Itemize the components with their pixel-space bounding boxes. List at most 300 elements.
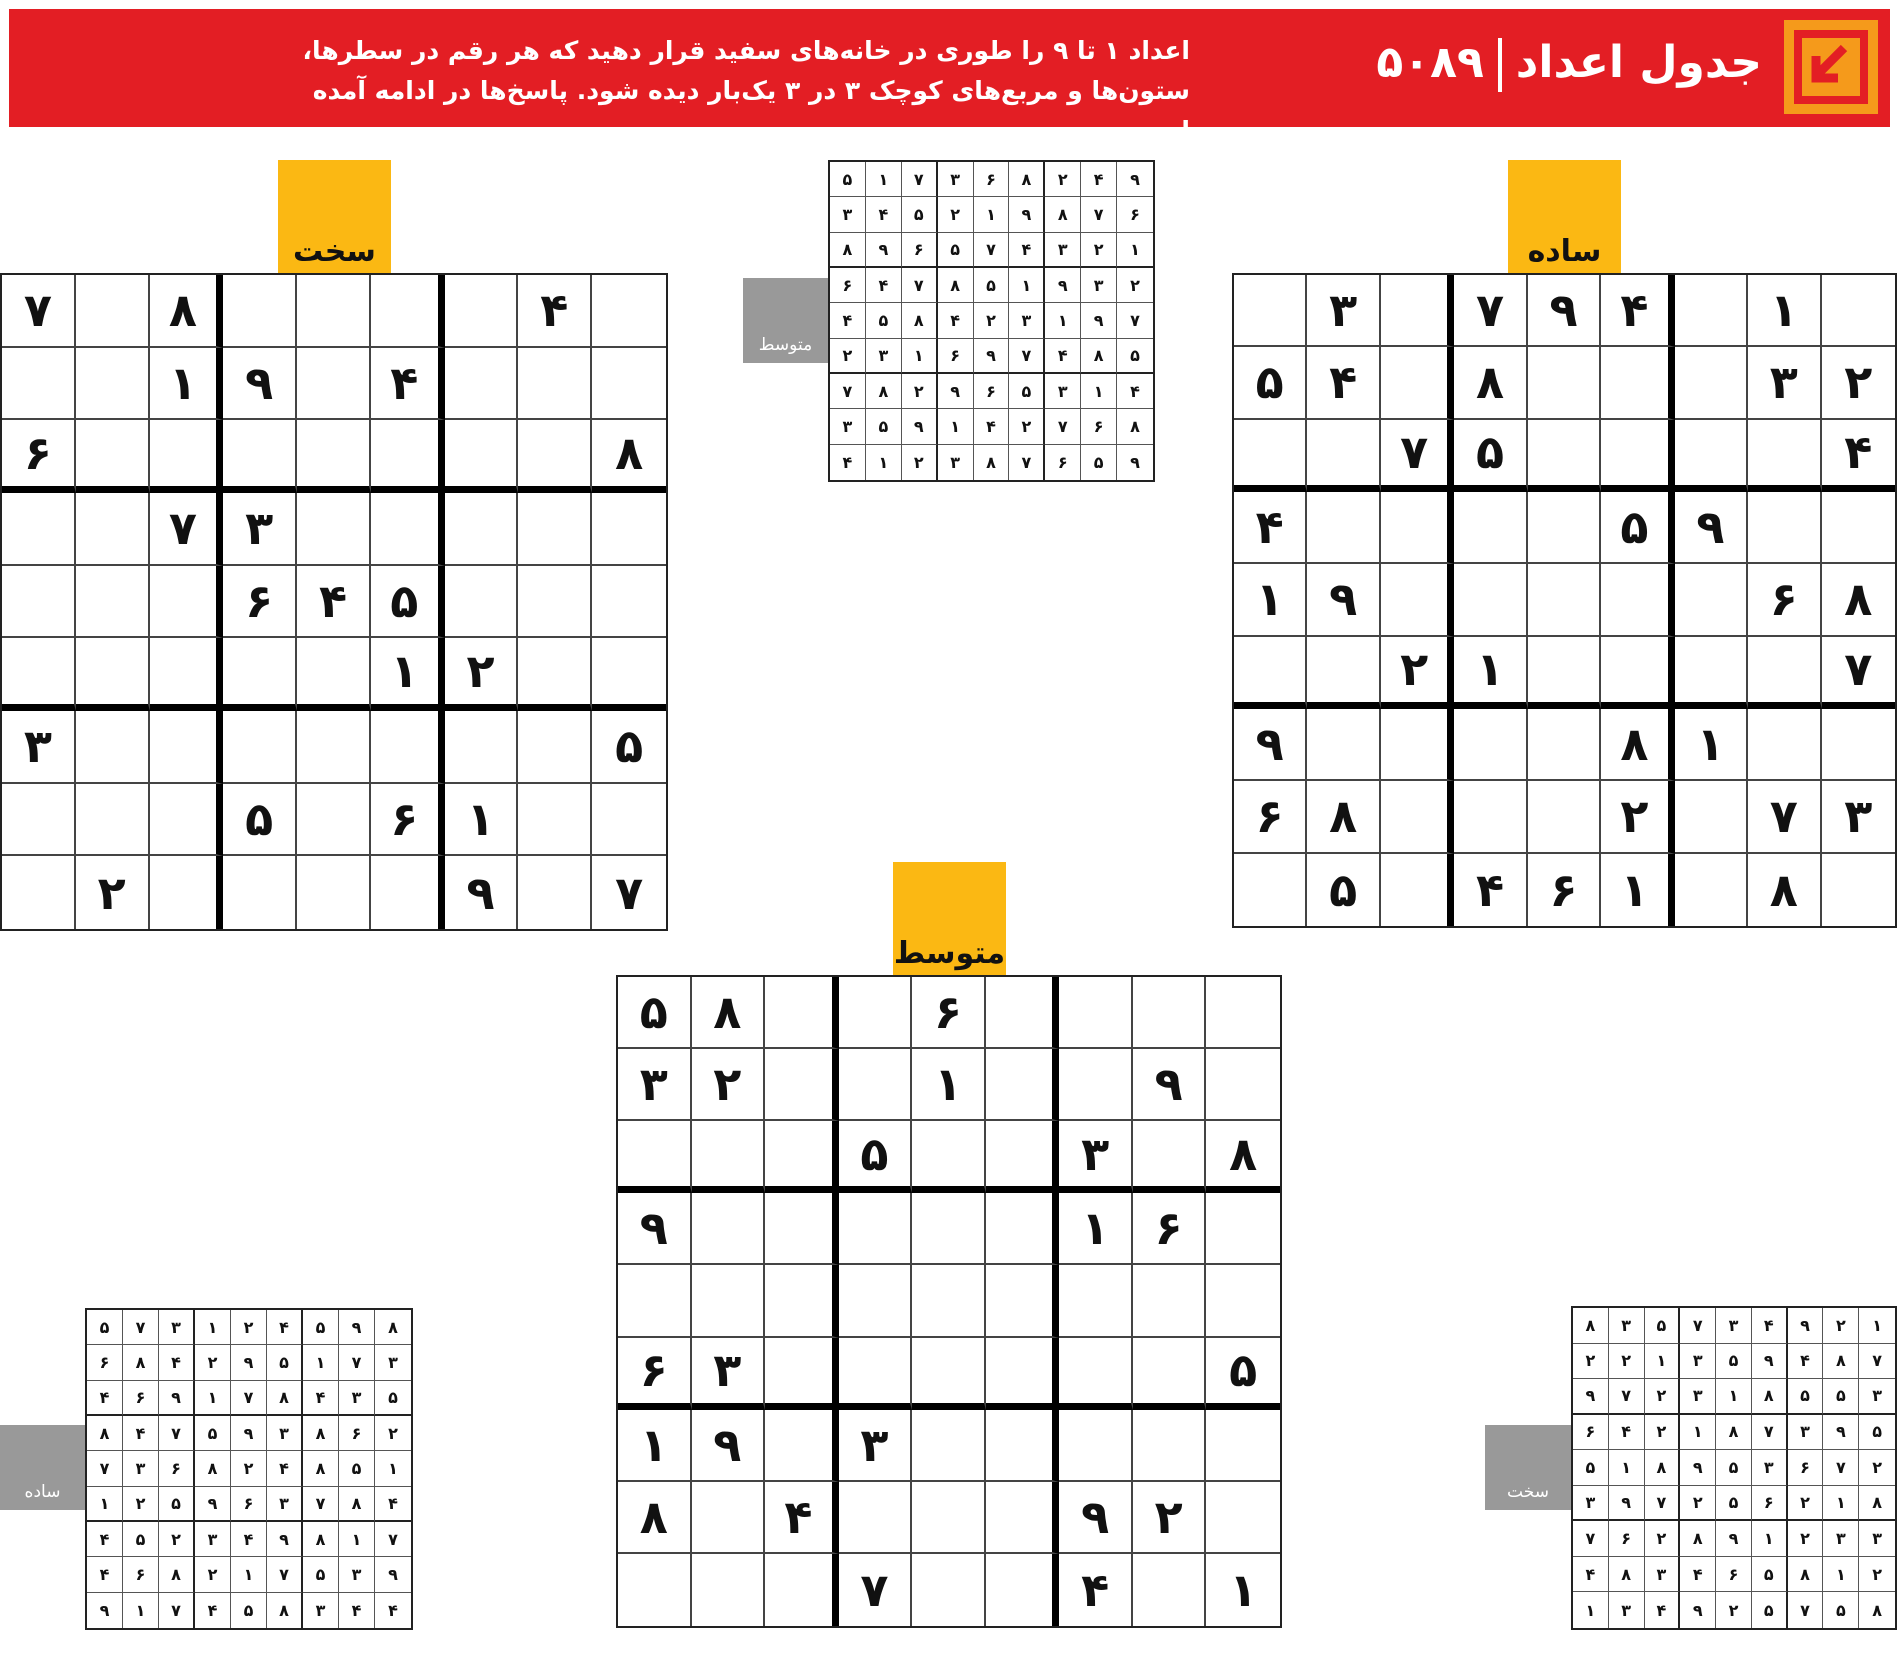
grid-cell: ۲ (692, 1049, 766, 1121)
grid-cell: ۱ (866, 162, 902, 197)
grid-cell: ۷ (1381, 420, 1454, 492)
grid-cell: ۵ (1823, 1592, 1859, 1628)
grid-cell (986, 1338, 1060, 1410)
grid-cell (445, 420, 519, 493)
grid-cell: ۹ (231, 1345, 267, 1380)
grid-cell: ۹ (1752, 1344, 1788, 1380)
grid-cell: ۶ (1081, 409, 1117, 444)
grid-cell: ۵ (866, 303, 902, 338)
grid-cell: ۱ (195, 1310, 231, 1345)
grid-cell: ۸ (1601, 709, 1674, 781)
grid-cell: ۶ (223, 566, 297, 639)
grid-cell: ۴ (1601, 275, 1674, 347)
grid-cell (1528, 564, 1601, 636)
grid-cell: ۵ (303, 1310, 339, 1345)
grid-cell (618, 1265, 692, 1337)
grid-cell: ۹ (902, 409, 938, 444)
grid-cell: ۷ (123, 1310, 159, 1345)
grid-cell: ۶ (371, 784, 445, 857)
grid-cell: ۲ (1823, 1308, 1859, 1344)
grid-cell (986, 1121, 1060, 1193)
grid-cell (1133, 1338, 1207, 1410)
grid-cell: ۸ (592, 420, 666, 493)
grid-cell: ۳ (1573, 1486, 1609, 1522)
grid-cell (692, 1193, 766, 1265)
grid-cell (1748, 709, 1821, 781)
grid-cell: ۶ (618, 1338, 692, 1410)
grid-cell (1234, 275, 1307, 347)
grid-cell: ۲ (231, 1451, 267, 1486)
grid-cell (765, 1121, 839, 1193)
grid-cell: ۷ (375, 1522, 411, 1557)
grid-cell (76, 711, 150, 784)
grid-cell: ۹ (1609, 1486, 1645, 1522)
grid-cell: ۵ (231, 1593, 267, 1628)
grid-cell: ۸ (902, 303, 938, 338)
grid-cell: ۳ (123, 1451, 159, 1486)
grid-cell (1675, 781, 1748, 853)
grid-cell: ۸ (159, 1557, 195, 1592)
grid-cell: ۶ (1609, 1521, 1645, 1557)
grid-cell: ۵ (339, 1451, 375, 1486)
grid-cell: ۷ (902, 268, 938, 303)
grid-cell: ۲ (159, 1522, 195, 1557)
grid-cell: ۱ (866, 445, 902, 480)
grid-cell: ۶ (1748, 564, 1821, 636)
grid-cell: ۲ (375, 1416, 411, 1451)
grid-cell: ۱ (974, 197, 1010, 232)
grid-cell (1601, 420, 1674, 492)
grid-cell (518, 566, 592, 639)
grid-cell (618, 1121, 692, 1193)
grid-cell: ۸ (866, 374, 902, 409)
grid-cell: ۲ (1609, 1344, 1645, 1380)
grid-cell: ۹ (375, 1557, 411, 1592)
grid-cell (1601, 637, 1674, 709)
grid-cell (839, 1338, 913, 1410)
grid-cell: ۳ (159, 1310, 195, 1345)
grid-cell: ۹ (1680, 1592, 1716, 1628)
grid-cell (1675, 347, 1748, 419)
grid-cell: ۱ (371, 638, 445, 711)
grid-cell: ۶ (830, 268, 866, 303)
grid-cell: ۱ (1748, 275, 1821, 347)
solution-easy-label (0, 1425, 85, 1510)
grid-cell: ۱ (303, 1345, 339, 1380)
grid-cell: ۹ (1573, 1379, 1609, 1415)
grid-cell: ۷ (1009, 445, 1045, 480)
grid-cell: ۹ (1788, 1308, 1824, 1344)
grid-cell (150, 711, 224, 784)
grid-cell (1234, 854, 1307, 926)
grid-cell (912, 1265, 986, 1337)
grid-cell: ۵ (223, 784, 297, 857)
grid-cell (1675, 564, 1748, 636)
grid-cell: ۴ (231, 1522, 267, 1557)
grid-cell (592, 566, 666, 639)
grid-cell: ۶ (1752, 1486, 1788, 1522)
grid-cell (76, 784, 150, 857)
grid-cell: ۲ (1601, 781, 1674, 853)
grid-cell: ۵ (830, 162, 866, 197)
grid-cell: ۹ (1081, 303, 1117, 338)
grid-cell: ۴ (1645, 1592, 1681, 1628)
grid-cell: ۳ (1609, 1592, 1645, 1628)
grid-cell (1206, 1049, 1280, 1121)
grid-cell: ۴ (1573, 1557, 1609, 1593)
grid-cell (986, 1049, 1060, 1121)
grid-cell: ۶ (1234, 781, 1307, 853)
grid-cell: ۸ (1645, 1450, 1681, 1486)
grid-cell (1059, 1049, 1133, 1121)
grid-cell: ۴ (87, 1522, 123, 1557)
grid-cell: ۲ (830, 339, 866, 374)
grid-cell: ۴ (830, 303, 866, 338)
grid-cell: ۷ (303, 1487, 339, 1522)
grid-cell (592, 784, 666, 857)
grid-cell: ۷ (1045, 409, 1081, 444)
grid-cell (986, 1554, 1060, 1626)
grid-cell (223, 420, 297, 493)
grid-cell: ۶ (1716, 1557, 1752, 1593)
grid-cell: ۴ (1307, 347, 1380, 419)
grid-cell: ۵ (267, 1345, 303, 1380)
grid-cell: ۲ (1645, 1521, 1681, 1557)
grid-cell: ۵ (1307, 854, 1380, 926)
grid-cell: ۸ (303, 1522, 339, 1557)
grid-cell (1822, 709, 1895, 781)
grid-cell: ۷ (902, 162, 938, 197)
grid-cell (371, 420, 445, 493)
grid-cell: ۸ (1045, 197, 1081, 232)
grid-cell (76, 493, 150, 566)
grid-cell (692, 1554, 766, 1626)
grid-cell: ۴ (1609, 1415, 1645, 1451)
grid-cell (1133, 1554, 1207, 1626)
grid-cell: ۷ (1609, 1379, 1645, 1415)
grid-cell: ۱ (1752, 1521, 1788, 1557)
grid-cell (371, 493, 445, 566)
grid-cell (1528, 637, 1601, 709)
grid-cell (839, 1049, 913, 1121)
grid-cell: ۵ (1601, 492, 1674, 564)
grid-cell: ۱ (1680, 1415, 1716, 1451)
grid-cell: ۲ (1788, 1521, 1824, 1557)
grid-cell: ۹ (1716, 1521, 1752, 1557)
grid-cell (912, 1193, 986, 1265)
grid-cell: ۹ (1133, 1049, 1207, 1121)
grid-cell: ۴ (1059, 1554, 1133, 1626)
grid-cell (518, 493, 592, 566)
grid-cell: ۶ (974, 374, 1010, 409)
grid-cell (912, 1482, 986, 1554)
grid-cell: ۷ (2, 275, 76, 348)
grid-cell: ۵ (1823, 1379, 1859, 1415)
solution-hard-label-text: سخت (1507, 1482, 1549, 1502)
grid-cell: ۴ (518, 275, 592, 348)
grid-cell: ۵ (375, 1381, 411, 1416)
header-banner (9, 9, 1890, 145)
grid-cell: ۳ (1045, 374, 1081, 409)
grid-cell (1822, 492, 1895, 564)
grid-cell (2, 856, 76, 929)
grid-cell: ۳ (1059, 1121, 1133, 1193)
grid-cell: ۵ (1234, 347, 1307, 419)
grid-cell: ۴ (339, 1593, 375, 1628)
grid-cell: ۱ (1859, 1308, 1895, 1344)
grid-cell: ۹ (938, 374, 974, 409)
grid-cell: ۷ (1752, 1415, 1788, 1451)
grid-cell: ۸ (303, 1416, 339, 1451)
grid-cell (1748, 420, 1821, 492)
grid-cell: ۲ (974, 303, 1010, 338)
grid-cell: ۷ (830, 374, 866, 409)
grid-cell (297, 638, 371, 711)
grid-cell (692, 1121, 766, 1193)
grid-cell: ۶ (159, 1451, 195, 1486)
grid-cell: ۱ (938, 409, 974, 444)
grid-cell: ۵ (974, 268, 1010, 303)
grid-cell: ۳ (267, 1487, 303, 1522)
grid-cell: ۹ (692, 1410, 766, 1482)
grid-cell (2, 638, 76, 711)
grid-cell: ۱ (618, 1410, 692, 1482)
grid-cell (1675, 275, 1748, 347)
grid-cell (1206, 1482, 1280, 1554)
grid-cell: ۸ (1716, 1415, 1752, 1451)
grid-cell (76, 420, 150, 493)
grid-cell: ۲ (1859, 1450, 1895, 1486)
grid-cell (1206, 1410, 1280, 1482)
grid-cell: ۳ (938, 162, 974, 197)
grid-cell: ۷ (159, 1593, 195, 1628)
grid-cell: ۳ (195, 1522, 231, 1557)
grid-cell: ۳ (866, 339, 902, 374)
solution-medium (828, 160, 1155, 482)
grid-cell: ۱ (1045, 303, 1081, 338)
grid-cell: ۷ (267, 1557, 303, 1592)
grid-cell (297, 856, 371, 929)
grid-cell: ۸ (1859, 1486, 1895, 1522)
grid-cell: ۳ (267, 1416, 303, 1451)
grid-cell: ۳ (1680, 1344, 1716, 1380)
sudoku-hard (0, 273, 668, 931)
grid-cell: ۷ (1680, 1308, 1716, 1344)
grid-cell (150, 566, 224, 639)
grid-cell (518, 638, 592, 711)
grid-cell: ۱ (1609, 1450, 1645, 1486)
grid-cell (1381, 854, 1454, 926)
grid-cell: ۱ (195, 1381, 231, 1416)
grid-cell: ۳ (1045, 233, 1081, 268)
grid-cell: ۵ (1454, 420, 1527, 492)
grid-cell (1528, 492, 1601, 564)
grid-cell: ۳ (223, 493, 297, 566)
grid-cell: ۸ (339, 1487, 375, 1522)
grid-cell (592, 638, 666, 711)
grid-cell: ۸ (1573, 1308, 1609, 1344)
grid-cell: ۸ (1822, 564, 1895, 636)
grid-cell: ۷ (1117, 303, 1153, 338)
grid-cell (765, 1193, 839, 1265)
grid-cell (518, 856, 592, 929)
grid-cell: ۷ (1454, 275, 1527, 347)
grid-cell: ۱ (87, 1487, 123, 1522)
grid-cell: ۲ (1788, 1486, 1824, 1522)
grid-cell (297, 784, 371, 857)
grid-cell (1381, 781, 1454, 853)
grid-cell: ۵ (592, 711, 666, 784)
grid-cell: ۸ (1454, 347, 1527, 419)
grid-cell (592, 493, 666, 566)
grid-cell: ۸ (1752, 1379, 1788, 1415)
grid-cell: ۵ (87, 1310, 123, 1345)
grid-cell (1059, 977, 1133, 1049)
grid-cell: ۵ (1206, 1338, 1280, 1410)
grid-cell: ۱ (1059, 1193, 1133, 1265)
grid-cell: ۲ (1680, 1486, 1716, 1522)
title-text: جدول اعداد (1515, 37, 1762, 88)
grid-cell (2, 493, 76, 566)
grid-cell (912, 1410, 986, 1482)
grid-cell (297, 420, 371, 493)
grid-cell: ۸ (938, 268, 974, 303)
grid-cell: ۱ (231, 1557, 267, 1592)
grid-cell (986, 977, 1060, 1049)
grid-cell: ۳ (1609, 1308, 1645, 1344)
grid-cell (839, 1265, 913, 1337)
grid-cell: ۵ (1752, 1557, 1788, 1593)
grid-cell: ۴ (1454, 854, 1527, 926)
grid-cell: ۴ (388, 1600, 398, 1620)
grid-cell: ۷ (839, 1554, 913, 1626)
grid-cell: ۹ (87, 1593, 123, 1628)
grid-cell: ۶ (123, 1557, 159, 1592)
grid-cell: ۱ (1601, 854, 1674, 926)
grid-cell: ۵ (1859, 1415, 1895, 1451)
grid-cell: ۱ (1823, 1486, 1859, 1522)
grid-cell (1381, 564, 1454, 636)
grid-cell: ۹ (1823, 1415, 1859, 1451)
grid-cell: ۵ (1716, 1450, 1752, 1486)
grid-cell (1381, 709, 1454, 781)
grid-cell: ۳ (375, 1345, 411, 1380)
grid-cell: ۸ (267, 1593, 303, 1628)
grid-cell (445, 348, 519, 421)
grid-cell: ۶ (87, 1345, 123, 1380)
grid-cell: ۵ (618, 977, 692, 1049)
grid-cell (1454, 781, 1527, 853)
grid-cell (1454, 564, 1527, 636)
tab-medium-label: متوسط (893, 936, 1006, 971)
issue-number: ۵۰۸۹ (1376, 37, 1484, 88)
grid-cell: ۷ (231, 1381, 267, 1416)
grid-cell: ۳ (938, 445, 974, 480)
grid-cell: ۱ (375, 1451, 411, 1486)
grid-cell: ۸ (1117, 409, 1153, 444)
grid-cell (1133, 1121, 1207, 1193)
grid-cell: ۷ (150, 493, 224, 566)
grid-cell (765, 1410, 839, 1482)
grid-cell: ۸ (1823, 1344, 1859, 1380)
grid-cell: ۲ (445, 638, 519, 711)
grid-cell: ۸ (123, 1345, 159, 1380)
grid-cell: ۵ (1117, 339, 1153, 374)
grid-cell: ۱ (1823, 1557, 1859, 1593)
grid-cell: ۱ (1117, 233, 1153, 268)
grid-cell: ۷ (159, 1416, 195, 1451)
grid-cell: ۸ (1609, 1557, 1645, 1593)
grid-cell: ۸ (1009, 162, 1045, 197)
grid-cell (1059, 1338, 1133, 1410)
grid-cell: ۸ (1680, 1521, 1716, 1557)
grid-cell (150, 638, 224, 711)
grid-cell: ۶ (974, 162, 1010, 197)
grid-cell: ۵ (1788, 1379, 1824, 1415)
grid-cell (1381, 347, 1454, 419)
grid-cell: ۳ (1645, 1557, 1681, 1593)
grid-cell: ۲ (1045, 162, 1081, 197)
grid-cell: ۴ (1009, 233, 1045, 268)
grid-cell (1133, 1265, 1207, 1337)
grid-cell: ۶ (1573, 1415, 1609, 1451)
grid-cell: ۷ (974, 233, 1010, 268)
grid-cell: ۳ (1822, 781, 1895, 853)
grid-cell: ۲ (1081, 233, 1117, 268)
grid-cell: ۹ (223, 348, 297, 421)
grid-cell: ۶ (902, 233, 938, 268)
grid-cell: ۴ (375, 1487, 411, 1522)
grid-cell (76, 566, 150, 639)
grid-cell: ۹ (267, 1522, 303, 1557)
grid-cell: ۸ (1788, 1557, 1824, 1593)
grid-cell (592, 275, 666, 348)
grid-cell (765, 1265, 839, 1337)
instructions: اعداد ۱ تا ۹ را طوری در خانه‌های سفید قرار دهید که هر رقم در سطرها، ستون‌ها و مربع‌های کوچک ۳ در ۳ یک‌بار دیده شود. پاسخ‌ها در ادامه آمده است. (302, 36, 1190, 145)
grid-cell: ۱ (1675, 709, 1748, 781)
grid-cell: ۲ (195, 1557, 231, 1592)
grid-cell: ۵ (371, 566, 445, 639)
grid-cell: ۴ (938, 303, 974, 338)
grid-cell: ۵ (1752, 1592, 1788, 1628)
grid-cell: ۵ (938, 233, 974, 268)
grid-cell: ۳ (1823, 1521, 1859, 1557)
tab-easy (1508, 160, 1621, 273)
grid-cell (765, 977, 839, 1049)
grid-cell (371, 711, 445, 784)
grid-cell: ۳ (1307, 275, 1380, 347)
grid-cell: ۴ (765, 1482, 839, 1554)
grid-cell: ۳ (303, 1593, 339, 1628)
grid-cell (1675, 637, 1748, 709)
grid-cell (912, 1338, 986, 1410)
grid-cell (223, 275, 297, 348)
grid-cell: ۳ (1081, 268, 1117, 303)
grid-cell: ۵ (839, 1121, 913, 1193)
grid-cell: ۳ (618, 1049, 692, 1121)
grid-cell: ۹ (1307, 564, 1380, 636)
grid-cell: ۹ (974, 339, 1010, 374)
grid-cell: ۳ (1788, 1415, 1824, 1451)
arrow-logo-icon (1784, 20, 1878, 114)
grid-cell: ۴ (866, 268, 902, 303)
grid-cell (1059, 1265, 1133, 1337)
grid-cell: ۹ (339, 1310, 375, 1345)
grid-cell: ۹ (159, 1381, 195, 1416)
solution-easy-label-text: ساده (24, 1482, 61, 1502)
grid-cell: ۴ (866, 197, 902, 232)
grid-cell (223, 711, 297, 784)
